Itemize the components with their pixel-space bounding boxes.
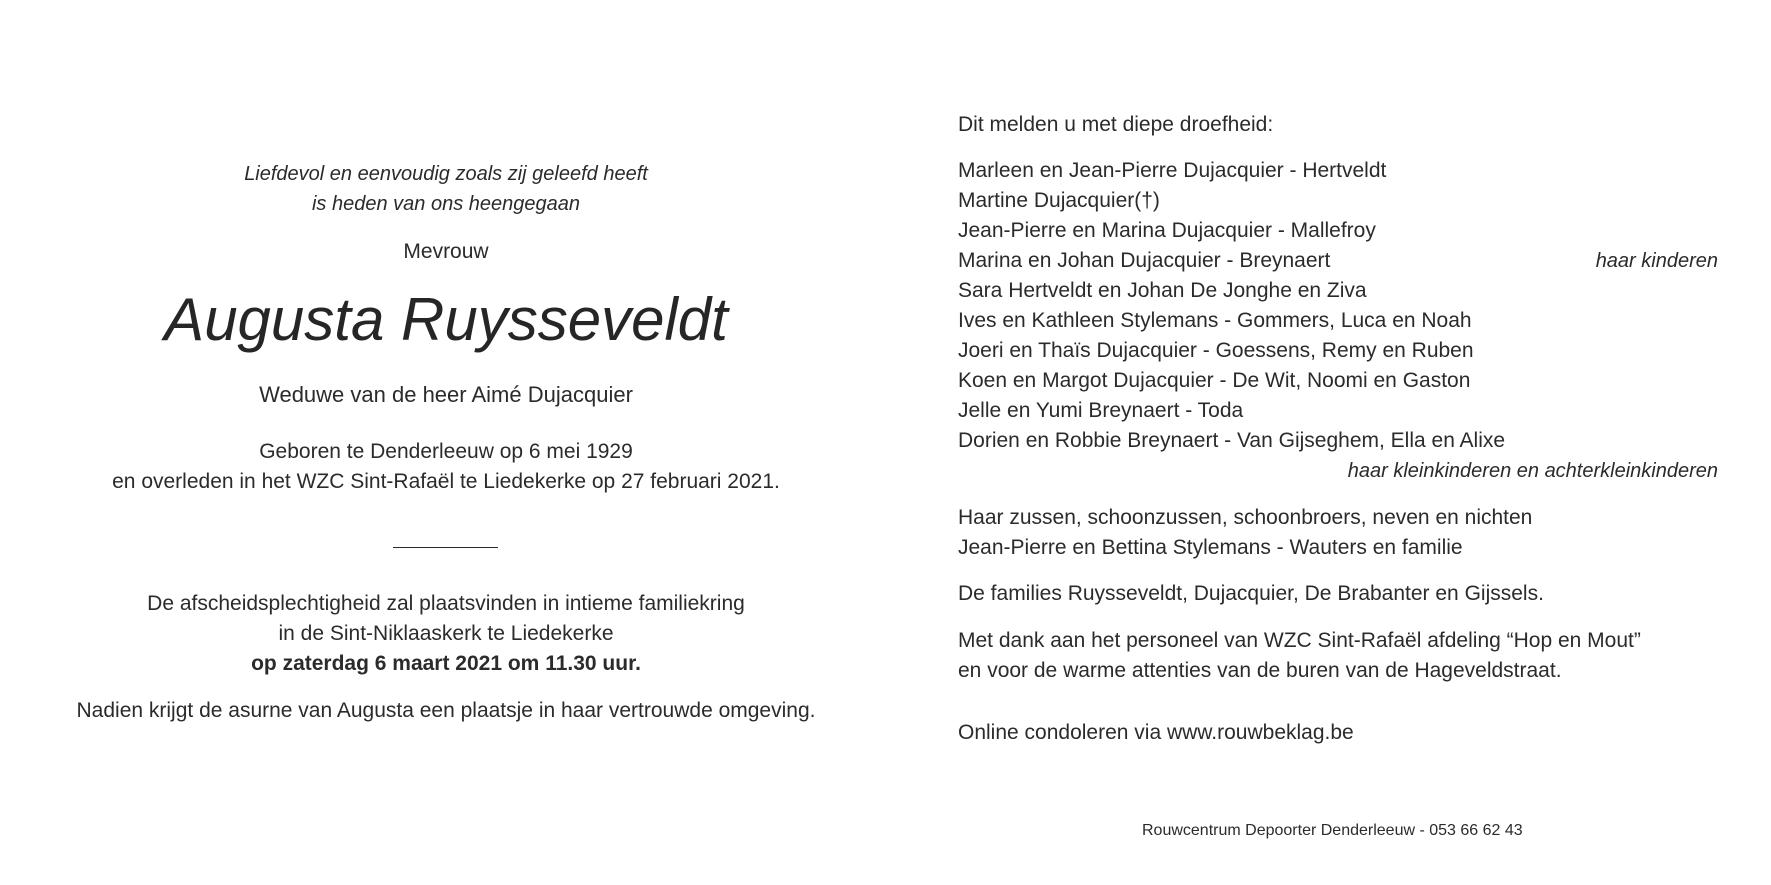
intro-line-1: Liefdevol en eenvoudig zoals zij geleefd heeft xyxy=(244,163,648,185)
siblings-line-2: Jean-Pierre en Bettina Stylemans - Wauters en familie xyxy=(958,536,1463,559)
child-line-4: Marina en Johan Dujacquier - Breynaert xyxy=(958,249,1331,272)
ceremony-line-1: De afscheidsplechtigheid zal plaatsvinden in intieme familiekring xyxy=(147,592,745,615)
birth-line: Geboren te Denderleeuw op 6 mei 1929 xyxy=(259,440,633,463)
grandchild-line-3: Joeri en Thaïs Dujacquier - Goessens, Remy en Ruben xyxy=(958,339,1474,362)
grandchild-line-5: Jelle en Yumi Breynaert - Toda xyxy=(958,399,1244,422)
ashes-line: Nadien krijgt de asurne van Augusta een plaatsje in haar vertrouwde omgeving. xyxy=(76,699,816,722)
announce-line: Dit melden u met diepe droefheid: xyxy=(958,113,1274,136)
widow-line: Weduwe van de heer Aimé Dujacquier xyxy=(259,382,633,407)
children-note: haar kinderen xyxy=(1595,250,1718,272)
death-line: en overleden in het WZC Sint-Rafaël te Liedekerke op 27 februari 2021. xyxy=(112,470,780,493)
ceremony-date: op zaterdag 6 maart 2021 om 11.30 uur. xyxy=(251,652,641,675)
grandchild-line-1: Sara Hertveldt en Johan De Jonghe en Ziva xyxy=(958,279,1367,302)
funeral-home-footer: Rouwcentrum Depoorter Denderleeuw - 053 66 62 43 xyxy=(1142,822,1523,839)
families-line: De families Ruysseveldt, Dujacquier, De Brabanter en Gijssels. xyxy=(958,582,1544,605)
intro-line-2: is heden van ons heengegaan xyxy=(311,193,580,215)
child-line-3: Jean-Pierre en Marina Dujacquier - Mallefroy xyxy=(958,219,1376,242)
grandchild-line-2: Ives en Kathleen Stylemans - Gommers, Luca en Noah xyxy=(958,309,1472,332)
ceremony-line-2: in de Sint-Niklaaskerk te Liedekerke xyxy=(278,622,614,645)
child-line-1: Marleen en Jean-Pierre Dujacquier - Hertveldt xyxy=(958,159,1387,182)
siblings-line-1: Haar zussen, schoonzussen, schoonbroers, neven en nichten xyxy=(958,506,1533,529)
deceased-name: Augusta Ruysseveldt xyxy=(164,286,728,353)
divider-line xyxy=(393,547,498,548)
grandchildren-note: haar kleinkinderen en achterkleinkinderen xyxy=(1347,460,1718,482)
grandchild-line-6: Dorien en Robbie Breynaert - Van Gijseghem, Ella en Alixe xyxy=(958,429,1506,452)
online-condolence-line: Online condoleren via www.rouwbeklag.be xyxy=(958,721,1354,744)
child-line-2: Martine Dujacquier(†) xyxy=(958,189,1160,212)
thanks-line-1: Met dank aan het personeel van WZC Sint-Rafaël afdeling “Hop en Mout” xyxy=(958,629,1641,652)
grandchild-line-4: Koen en Margot Dujacquier - De Wit, Noomi en Gaston xyxy=(958,369,1471,392)
title-mevrouw: Mevrouw xyxy=(403,240,489,263)
thanks-line-2: en voor de warme attenties van de buren van de Hageveldstraat. xyxy=(958,659,1562,682)
